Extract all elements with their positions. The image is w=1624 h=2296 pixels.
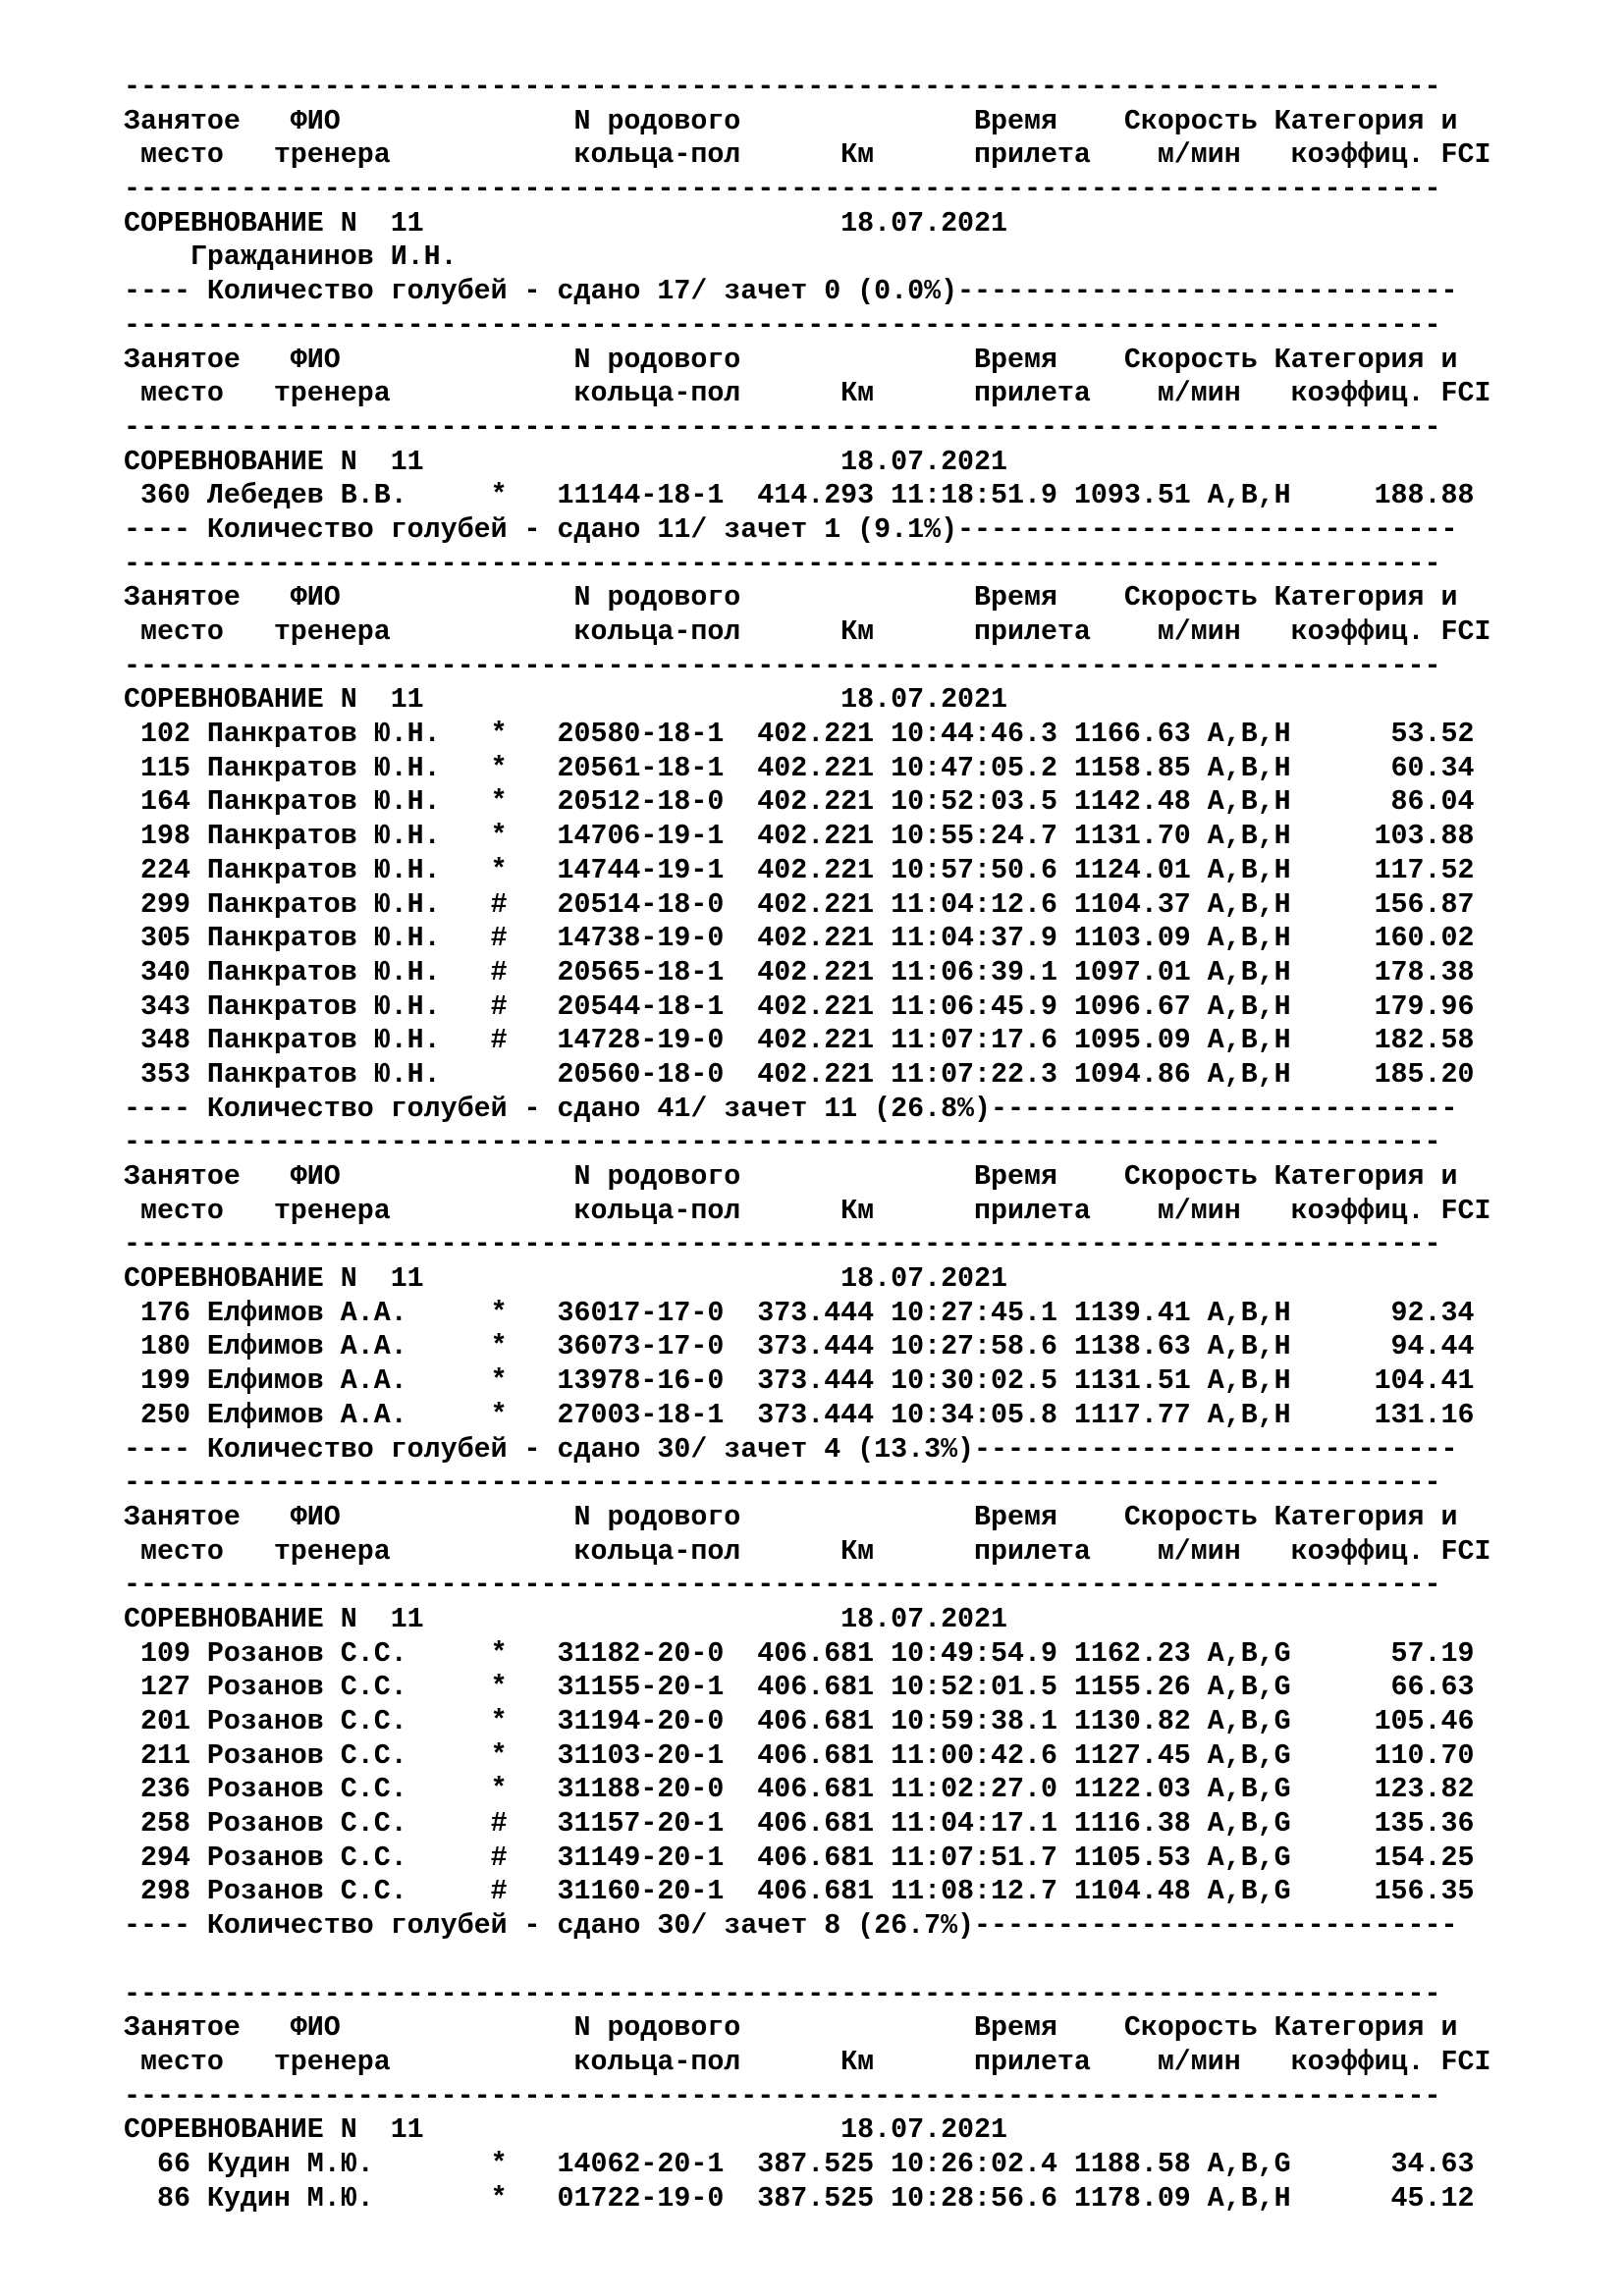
trainer-name-line: Гражданинов И.Н. [124, 241, 458, 274]
result-row: 250 Елфимов А.А. * 27003-18-1 373.444 10:34:05.8 1117.77 A,B,H 131.16 [124, 1399, 1475, 1431]
column-header-line-2: место тренера кольца-пол Км прилета м/мин коэффиц. FCI [124, 378, 1491, 410]
column-header-line-1: Занятое ФИО N родового Время Скорость Категория и [124, 1161, 1458, 1193]
header-rule: ------------------------------------------------------------------------------- [124, 411, 1441, 444]
column-header-line-2: место тренера кольца-пол Км прилета м/мин коэффиц. FCI [124, 1535, 1491, 1568]
competition-title: СОРЕВНОВАНИЕ N 11 18.07.2021 [124, 207, 1007, 240]
column-header-line-2: место тренера кольца-пол Км прилета м/мин коэффиц. FCI [124, 1195, 1491, 1227]
result-row: 102 Панкратов Ю.Н. * 20580-18-1 402.221 10:44:46.3 1166.63 A,B,H 53.52 [124, 719, 1475, 751]
result-row: 353 Панкратов Ю.Н. 20560-18-0 402.221 11:07:22.3 1094.86 A,B,H 185.20 [124, 1058, 1475, 1091]
competition-title: СОРЕВНОВАНИЕ N 11 18.07.2021 [124, 684, 1007, 717]
section-summary: ---- Количество голубей - сдано 41/ зачет 11 (26.8%)---------------------------- [124, 1093, 1458, 1125]
column-header-line-2: место тренера кольца-пол Км прилета м/мин коэффиц. FCI [124, 2046, 1491, 2078]
competition-title: СОРЕВНОВАНИЕ N 11 18.07.2021 [124, 446, 1007, 478]
result-row: 236 Розанов С.С. * 31188-20-0 406.681 11:02:27.0 1122.03 A,B,G 123.82 [124, 1774, 1475, 1806]
result-row: 86 Кудин М.Ю. * 01722-19-0 387.525 10:28:56.6 1178.09 A,B,H 45.12 [124, 2182, 1475, 2215]
header-rule: ------------------------------------------------------------------------------- [124, 1127, 1441, 1159]
competition-title: СОРЕВНОВАНИЕ N 11 18.07.2021 [124, 1263, 1007, 1296]
result-row: 127 Розанов С.С. * 31155-20-1 406.681 10:52:01.5 1155.26 A,B,G 66.63 [124, 1672, 1475, 1704]
column-header-line-1: Занятое ФИО N родового Время Скорость Категория и [124, 2012, 1458, 2045]
header-rule: ------------------------------------------------------------------------------- [124, 2080, 1441, 2112]
blank-line [124, 1944, 1490, 1978]
competition-title: СОРЕВНОВАНИЕ N 11 18.07.2021 [124, 1603, 1007, 1635]
result-row: 201 Розанов С.С. * 31194-20-0 406.681 10:59:38.1 1130.82 A,B,G 105.46 [124, 1706, 1475, 1737]
column-header-line-1: Занятое ФИО N родового Время Скорость Категория и [124, 1501, 1458, 1533]
result-row: 299 Панкратов Ю.Н. # 20514-18-0 402.221 11:04:12.6 1104.37 A,B,H 156.87 [124, 888, 1475, 921]
result-row: 224 Панкратов Ю.Н. * 14744-19-1 402.221 10:57:50.6 1124.01 A,B,H 117.52 [124, 854, 1475, 886]
result-row: 348 Панкратов Ю.Н. # 14728-19-0 402.221 11:07:17.6 1095.09 A,B,H 182.58 [124, 1025, 1475, 1057]
column-header-line-1: Занятое ФИО N родового Время Скорость Категория и [124, 582, 1458, 614]
section-summary: ---- Количество голубей - сдано 11/ зачет 1 (9.1%)------------------------------ [124, 513, 1458, 546]
header-rule: ------------------------------------------------------------------------------- [124, 548, 1441, 580]
column-header-line-2: место тренера кольца-пол Км прилета м/мин коэффиц. FCI [124, 139, 1491, 172]
result-row: 176 Елфимов А.А. * 36017-17-0 373.444 10:27:45.1 1139.41 A,B,H 92.34 [124, 1297, 1475, 1329]
result-row: 360 Лебедев В.В. * 11144-18-1 414.293 11:18:51.9 1093.51 A,B,H 188.88 [124, 480, 1475, 512]
header-rule: ------------------------------------------------------------------------------- [124, 1468, 1441, 1500]
header-rule: ------------------------------------------------------------------------------- [124, 309, 1441, 342]
result-row: 340 Панкратов Ю.Н. # 20565-18-1 402.221 11:06:39.1 1097.01 A,B,H 178.38 [124, 956, 1475, 988]
result-row: 258 Розанов С.С. # 31157-20-1 406.681 11:04:17.1 1116.38 A,B,G 135.36 [124, 1808, 1475, 1841]
header-rule: ------------------------------------------------------------------------------- [124, 174, 1441, 206]
result-row: 180 Елфимов А.А. * 36073-17-0 373.444 10:27:58.6 1138.63 A,B,H 94.44 [124, 1331, 1475, 1363]
result-row: 343 Панкратов Ю.Н. # 20544-18-1 402.221 11:06:45.9 1096.67 A,B,H 179.96 [124, 990, 1475, 1023]
result-row: 66 Кудин М.Ю. * 14062-20-1 387.525 10:26:02.4 1188.58 A,B,G 34.63 [124, 2148, 1475, 2180]
header-rule: ------------------------------------------------------------------------------- [124, 1978, 1441, 2010]
result-row: 109 Розанов С.С. * 31182-20-0 406.681 10:49:54.9 1162.23 A,B,G 57.19 [124, 1637, 1475, 1670]
race-results-report [124, 71, 1490, 2216]
header-rule: ------------------------------------------------------------------------------- [124, 72, 1441, 103]
result-row: 115 Панкратов Ю.Н. * 20561-18-1 402.221 10:47:05.2 1158.85 A,B,H 60.34 [124, 752, 1475, 784]
section-summary: ---- Количество голубей - сдано 30/ зачет 4 (13.3%)----------------------------- [124, 1433, 1458, 1466]
header-rule: ------------------------------------------------------------------------------- [124, 1229, 1441, 1261]
result-row: 199 Елфимов А.А. * 13978-16-0 373.444 10:30:02.5 1131.51 A,B,H 104.41 [124, 1365, 1475, 1398]
competition-title: СОРЕВНОВАНИЕ N 11 18.07.2021 [124, 2114, 1007, 2147]
section-summary: ---- Количество голубей - сдано 17/ зачет 0 (0.0%)------------------------------ [124, 276, 1458, 308]
section-summary: ---- Количество голубей - сдано 30/ зачет 8 (26.7%)----------------------------- [124, 1910, 1458, 1943]
result-row: 164 Панкратов Ю.Н. * 20512-18-0 402.221 10:52:03.5 1142.48 A,B,H 86.04 [124, 786, 1475, 819]
result-row: 305 Панкратов Ю.Н. # 14738-19-0 402.221 11:04:37.9 1103.09 A,B,H 160.02 [124, 923, 1475, 955]
column-header-line-1: Занятое ФИО N родового Время Скорость Категория и [124, 344, 1458, 376]
result-row: 294 Розанов С.С. # 31149-20-1 406.681 11:07:51.7 1105.53 A,B,G 154.25 [124, 1842, 1475, 1874]
header-rule: ------------------------------------------------------------------------------- [124, 650, 1441, 682]
result-row: 198 Панкратов Ю.Н. * 14706-19-1 402.221 10:55:24.7 1131.70 A,B,H 103.88 [124, 821, 1475, 853]
column-header-line-1: Занятое ФИО N родового Время Скорость Категория и [124, 105, 1458, 137]
result-row: 298 Розанов С.С. # 31160-20-1 406.681 11:08:12.7 1104.48 A,B,G 156.35 [124, 1876, 1475, 1908]
result-row: 211 Розанов С.С. * 31103-20-1 406.681 11:00:42.6 1127.45 A,B,G 110.70 [124, 1739, 1475, 1772]
header-rule: ------------------------------------------------------------------------------- [124, 1570, 1441, 1602]
column-header-line-2: место тренера кольца-пол Км прилета м/мин коэффиц. FCI [124, 616, 1491, 648]
